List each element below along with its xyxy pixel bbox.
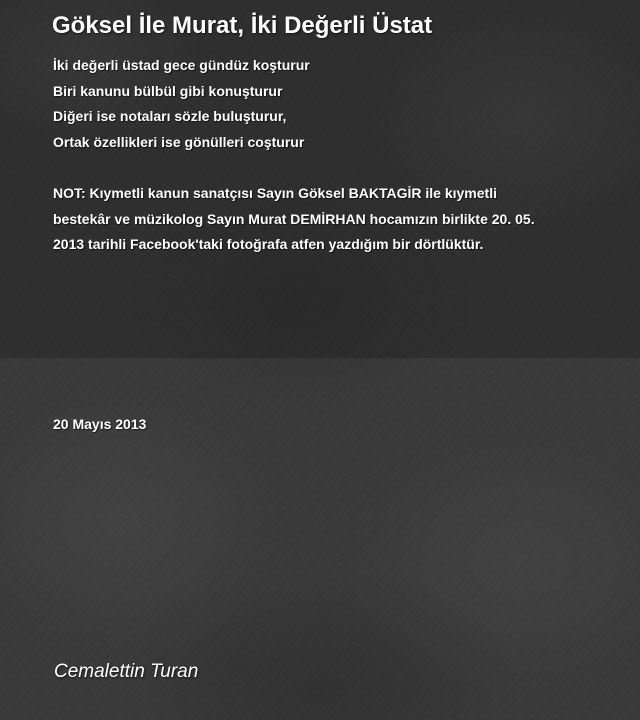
stanza-gap	[53, 155, 613, 181]
poem-note: NOT: Kıymetli kanun sanatçısı Sayın Göksel BAKTAGİR ile kıymetli bestekâr ve müzikolog Sayın Murat DEMİRHAN hocamızın birlikte 20. 05. 2013 tarihli Facebook'taki fotoğrafa atfen yazdığım bir dörtlüktür.	[53, 184, 535, 253]
poem-line: Diğeri ise notaları sözle buluşturur,	[53, 108, 287, 125]
poem-body	[53, 53, 613, 258]
poem-author: Cemalettin Turan	[54, 661, 199, 682]
poem-line: Ortak özellikleri ise gönülleri coşturur	[53, 133, 305, 150]
poem-title: Göksel İle Murat, İki Değerli Üstat	[52, 12, 433, 39]
poem-date: 20 Mayıs 2013	[53, 416, 147, 432]
poem-line: İki değerli üstad gece gündüz koşturur	[53, 57, 310, 73]
poem-line: Biri kanunu bülbül gibi konuşturur	[53, 82, 283, 99]
